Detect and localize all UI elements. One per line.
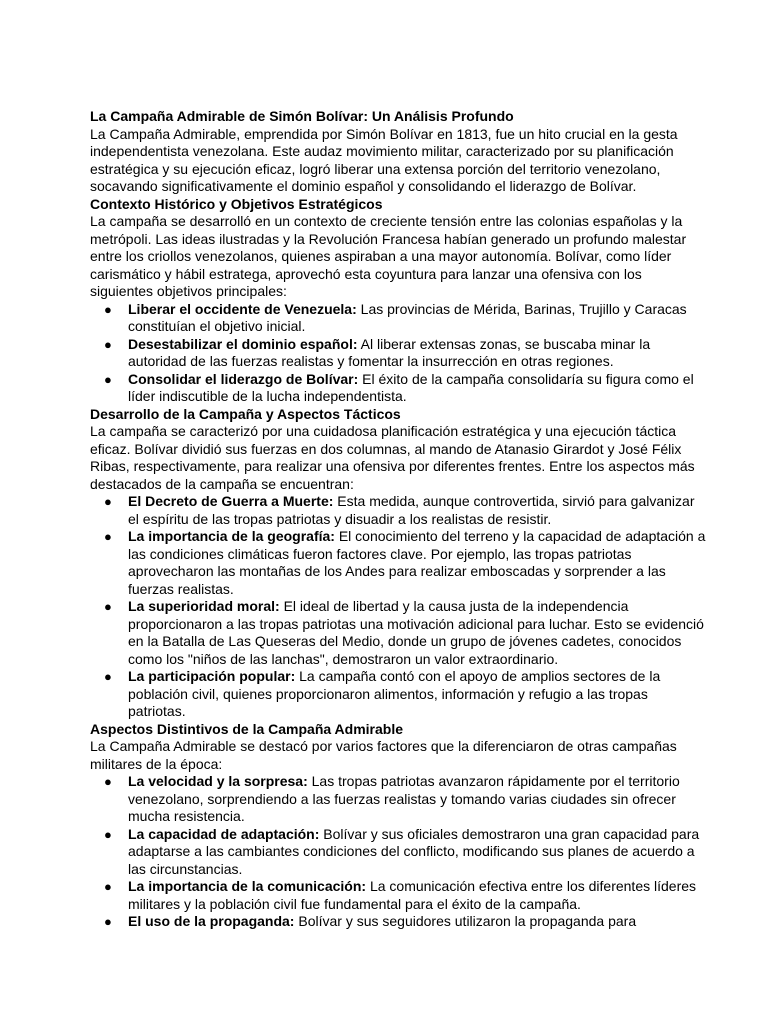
bullet-icon: ● (104, 494, 112, 509)
bullet-icon: ● (104, 371, 112, 387)
item-term: La superioridad moral: (128, 598, 280, 614)
list-item (104, 300, 708, 336)
list-item (104, 598, 708, 668)
item-term: La capacidad de adaptación: (128, 825, 320, 842)
list-item (104, 878, 708, 913)
item-text: Las provincias de Mérida, Barinas, Trujillo y Caracas constituían el objetivo inicial. (128, 300, 687, 334)
list-item (104, 773, 708, 826)
bullet-icon: ● (104, 774, 112, 789)
list-item (104, 335, 708, 371)
item-term: El uso de la propaganda: (128, 913, 295, 929)
list-item (104, 370, 708, 406)
bullet-icon: ● (104, 914, 112, 929)
section-heading: Aspectos Distintivos de la Campaña Admirable (90, 720, 404, 737)
bullet-icon: ● (104, 599, 112, 614)
item-term: Desestabilizar el dominio español: (128, 335, 358, 352)
list-item (104, 913, 708, 931)
item-text: Esta medida, aunque controvertida, sirvió para galvanizar el espíritu de las tropas patriotas y disuadir a los realistas de resistir. (128, 493, 695, 527)
section-paragraph: La campaña se desarrolló en un contexto de creciente tensión entre las colonias españolas y la metrópoli. Las ideas ilustradas y la Revolución Francesa habían generado un profundo malestar entre los criollos venezolanos, quienes aspiraban a una mayor autonomía. Bolívar, como líder carismático y hábil estratega, aprovechó esta coyuntura para lanzar una ofensiva con los siguientes objetivos principales: (90, 213, 687, 299)
item-text: Bolívar y sus oficiales demostraron una gran capacidad para adaptarse a las cambiantes condiciones del conflicto, modificando sus planes de acuerdo a las circunstancias. (128, 825, 700, 877)
item-term: La participación popular: (128, 668, 296, 684)
item-term: Liberar el occidente de Venezuela: (128, 300, 357, 317)
item-text: La comunicación efectiva entre los diferentes líderes militares y la población civil fue fundamental para el éxito de la campaña. (128, 878, 697, 912)
section-paragraph: La Campaña Admirable se destacó por varios factores que la diferenciaron de otras campañas militares de la época: (90, 738, 677, 772)
section-paragraph: La campaña se caracterizó por una cuidadosa planificación estratégica y una ejecución táctica eficaz. Bolívar dividió sus fuerzas en dos columnas, al mando de Atanasio Girardot y José Félix Ribas, respectivamente, para realizar una ofensiva por diferentes frentes. Entre los aspectos más destacados de la campaña se encuentran: (90, 423, 695, 492)
intro-paragraph: La Campaña Admirable, emprendida por Simón Bolívar en 1813, fue un hito crucial en la gesta independentista venezolana. Este audaz movimiento militar, caracterizado por su planificación estratégica y su ejecución eficaz, logró liberar una extensa porción del territorio venezolano, socavando significativamente el dominio español y consolidando el liderazgo de Bolívar. (90, 125, 678, 194)
list-item (104, 825, 708, 879)
section-heading: Contexto Histórico y Objetivos Estratégicos (90, 195, 383, 212)
item-text: Al liberar extensas zonas, se buscaba minar la autoridad de las fuerzas realistas y fomentar la insurrección en otras regiones. (128, 335, 651, 369)
item-text: El éxito de la campaña consolidaría su figura como el líder indiscutible de la lucha independentista. (128, 370, 694, 404)
item-text: Bolívar y sus seguidores utilizaron la propaganda para (298, 913, 637, 929)
item-text: La campaña contó con el apoyo de amplios sectores de la población civil, quienes proporcionaron alimentos, información y refugio a las tropas patriotas. (128, 668, 661, 719)
bullet-list (90, 493, 708, 721)
item-term: Consolidar el liderazgo de Bolívar: (128, 370, 359, 387)
bullet-list (90, 301, 708, 406)
list-item (104, 528, 708, 598)
document-title: La Campaña Admirable de Simón Bolívar: Un Análisis Profundo (90, 108, 514, 124)
item-text: El ideal de libertad y la causa justa de la independencia proporcionaron a las tropas patriotas una motivación adicional para luchar. Esto se evidenció en la Batalla de Las Queseras del Medio, donde un grupo de jóvenes cadetes, conocidos como los "niños de las lanchas", demostraron un valor extraordinario. (128, 598, 704, 667)
list-item (104, 668, 708, 721)
list-item (104, 493, 708, 528)
bullet-icon: ● (104, 301, 112, 317)
bullet-icon: ● (104, 336, 112, 352)
section-heading: Desarrollo de la Campaña y Aspectos Tácticos (90, 405, 401, 422)
bullet-icon: ● (104, 826, 112, 842)
item-term: La velocidad y la sorpresa: (128, 773, 308, 789)
bullet-list (90, 773, 708, 931)
item-term: La importancia de la geografía: (128, 528, 335, 544)
item-text: El conocimiento del terreno y la capacidad de adaptación a las condiciones climáticas fueron factores clave. Por ejemplo, las tropas patriotas aprovecharon las montañas de los Andes para realizar emboscadas y sorprender a las fuerzas realistas. (128, 528, 706, 597)
bullet-icon: ● (104, 669, 112, 684)
bullet-icon: ● (104, 529, 112, 544)
item-term: El Decreto de Guerra a Muerte: (128, 493, 334, 509)
bullet-icon: ● (104, 879, 112, 894)
item-term: La importancia de la comunicación: (128, 878, 367, 894)
item-text: Las tropas patriotas avanzaron rápidamente por el territorio venezolano, sorprendiendo a las fuerzas realistas y tomando varias ciudades sin ofrecer mucha resistencia. (128, 773, 680, 824)
